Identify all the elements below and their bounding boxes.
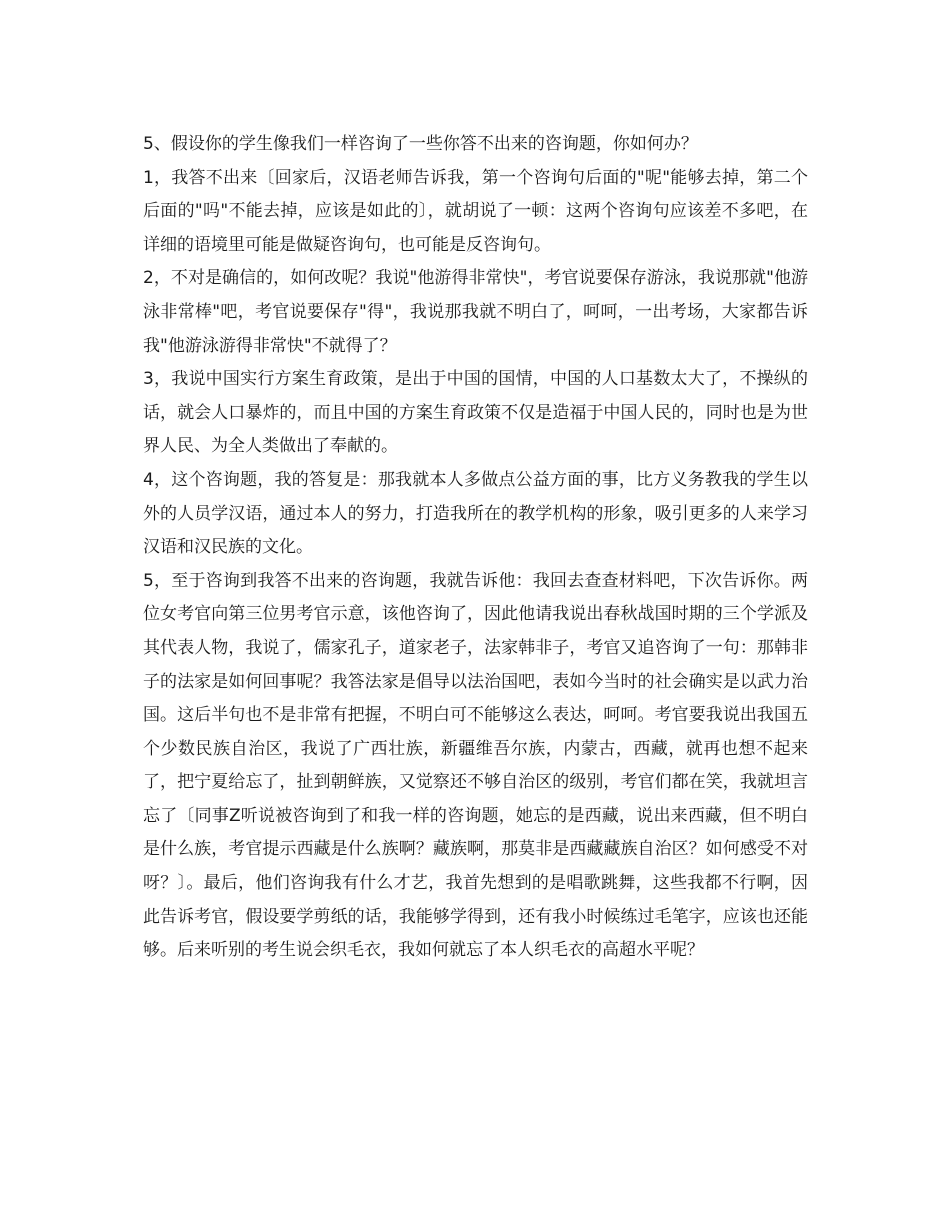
paragraph-question: 5、假设你的学生像我们一样咨询了一些你答不出来的咨询题，你如何办？	[143, 134, 698, 154]
paragraph-answer-3: 3，我说中国实行方案生育政策，是出于中国的国情，中国的人口基数太大了，不操纵的话，就会人口暴炸的，而且中国的方案生育政策不仅是造福于中国人民的，同时也是为世界人民、为全人类做出了奉献的。	[143, 369, 808, 457]
paragraph-answer-5: 5，至于咨询到我答不出来的咨询题，我就告诉他：我回去查查材料吧，下次告诉你。两位女考官向第三位男考官示意，该他咨询了，因此他请我说出春秋战国时期的三个学派及其代表人物，我说了，儒家孔子，道家老子，法家韩非子，考官又追咨询了一句：那韩非子的法家是如何回事呢？我答法家是倡导以法治国吧，表如今当时的社会确实是以武力治国。这后半句也不是非常有把握，不明白可不能够这么表达，呵呵。考官要我说出我国五个少数民族自治区，我说了广西壮族，新疆维吾尔族，内蒙古，西藏，就再也想不起来了，把宁夏给忘了，扯到朝鲜族，又觉察还不够自治区的级别，考官们都在笑，我就坦言忘了〔同事Z听说被咨询到了和我一样的咨询题，她忘的是西藏，说出来西藏，但不明白是什么族，考官提示西藏是什么族啊？藏族啊，那莫非是西藏藏族自治区？如何感受不对呀？〕。最后，他们咨询我有什么才艺，我首先想到的是唱歌跳舞，这些我都不行啊，因此告诉考官，假设要学剪纸的话，我能够学得到，还有我小时候练过毛笔字，应该也还能够。后来听别的考生说会织毛衣，我如何就忘了本人织毛衣的高超水平呢？	[143, 570, 808, 961]
paragraph-answer-1: 1，我答不出来〔回家后，汉语老师告诉我，第一个咨询句后面的"呢"能够去掉，第二个后面的"吗"不能去掉，应该是如此的〕，就胡说了一顿：这两个咨询句应该差不多吧，在详细的语境里可能是做疑咨询句，也可能是反咨询句。	[143, 167, 808, 255]
paragraph-answer-4: 4，这个咨询题，我的答复是：那我就本人多做点公益方面的事，比方义务教我的学生以外的人员学汉语，通过本人的努力，打造我所在的教学机构的形象，吸引更多的人来学习汉语和汉民族的文化。	[143, 469, 808, 558]
document-body	[143, 128, 808, 968]
paragraph-answer-2: 2，不对是确信的，如何改呢？我说"他游得非常快"，考官说要保存游泳，我说那就"他游泳非常棒"吧，考官说要保存"得"，我说那我就不明白了，呵呵，一出考场，大家都告诉我"他游泳游得非常快"不就得了？	[143, 268, 808, 356]
